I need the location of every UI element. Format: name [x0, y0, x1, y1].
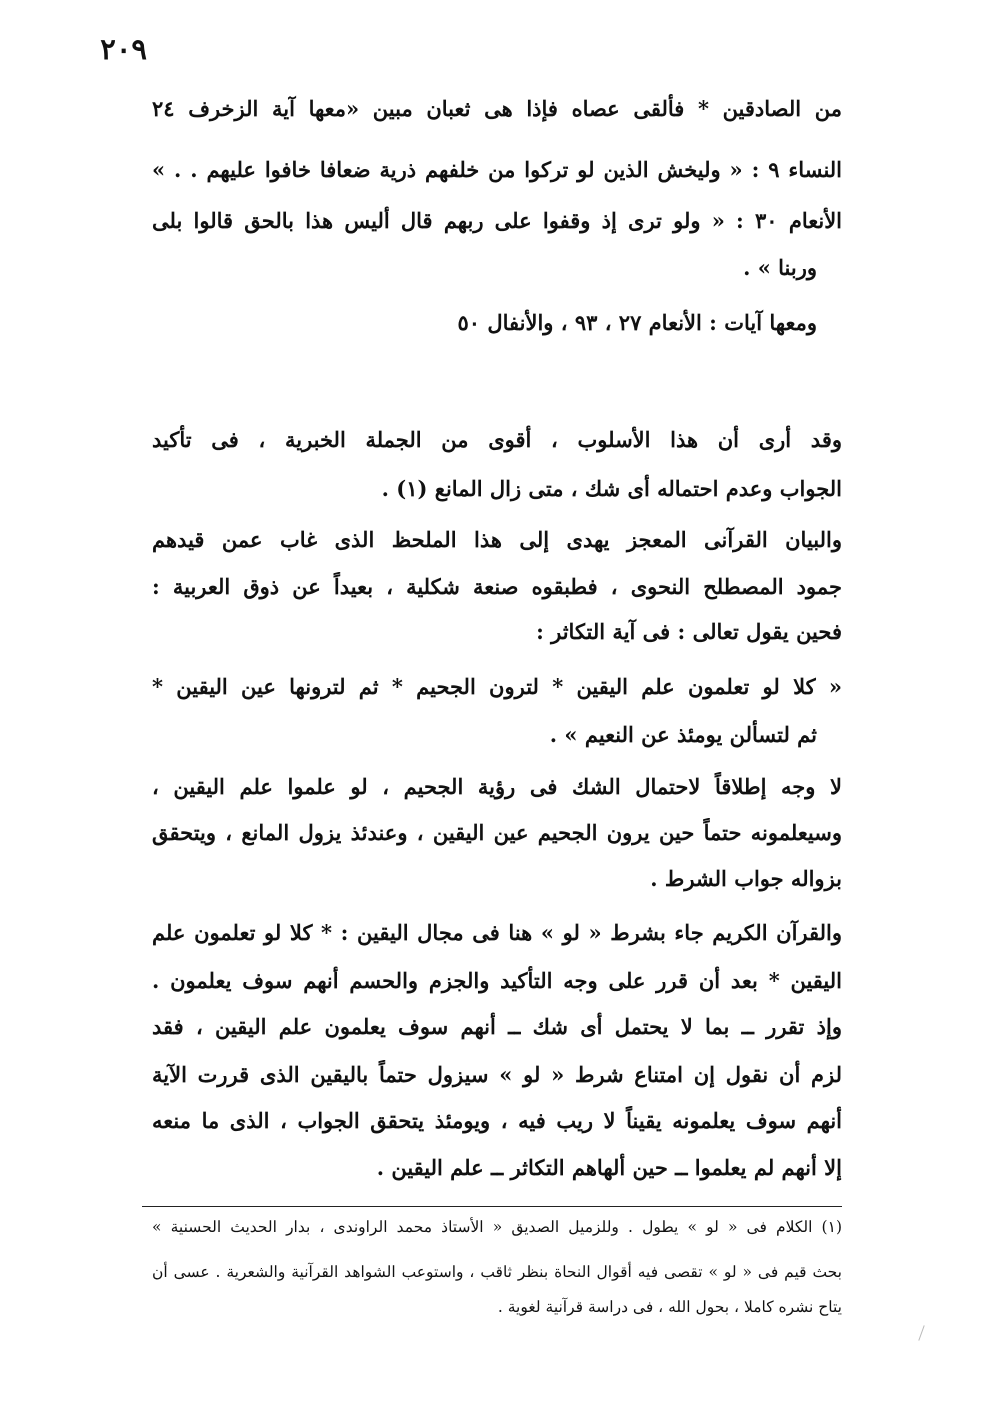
scan-mark	[918, 1325, 924, 1340]
quote-line: وربنا » .	[743, 255, 817, 280]
body-line: إلا أنهم لم يعلموا ــ حين ألهاهم التكاثر ــ علم اليقين .	[376, 1155, 842, 1180]
body-line: لزم أن نقول إن امتناع شرط « لو » سيزول حتماً باليقين الذى قررت الآية	[152, 1062, 842, 1087]
body-line: جمود المصطلح النحوى ، فطبقوه صنعة شكلية ، بعيداً عن ذوق العربية :	[152, 574, 842, 599]
body-line: والبيان القرآنى المعجز يهدى إلى هذا الملحظ الذى غاب عمن قيدهم	[152, 527, 842, 552]
body-line: وإذ تقرر ــ بما لا يحتمل أى شك ــ أنهم سوف يعلمون علم اليقين ، فقد	[152, 1014, 842, 1039]
body-line: بزواله جواب الشرط .	[650, 866, 842, 891]
verse-line: ثم لتسألن يومئذ عن النعيم » .	[549, 722, 817, 747]
body-line: وسيعلمونه حتماً حين يرون الجحيم عين اليقين ، وعندئذ يزول المانع ، ويتحقق	[152, 820, 842, 845]
footnote-line: بحث قيم فى « لو » تقصى فيه أقوال النحاة بنظر ثاقب ، واستوعب الشواهد القرآنية والشعرية . عسى أن	[152, 1263, 842, 1281]
footnote-line: (١) الكلام فى « لو » يطول . وللزميل الصديق « الأستاذ محمد الراوندى ، بدار الحديث الحسنية »	[152, 1218, 842, 1236]
page-number: ٢٠٩	[100, 32, 147, 66]
quote-line: ومعها آيات : الأنعام ٢٧ ، ٩٣ ، والأنفال ٥٠	[457, 310, 817, 335]
quote-line: من الصادقين * فألقى عصاه فإذا هى ثعبان مبين «معها آية الزخرف ٢٤	[152, 96, 842, 121]
body-line: أنهم سوف يعلمونه يقيناً لا ريب فيه ، ويومئذ يتحقق الجواب ، الذى ما منعه	[152, 1108, 842, 1133]
footnote-divider	[142, 1206, 842, 1207]
quote-line: النساء ٩ : « وليخش الذين لو تركوا من خلفهم ذرية ضعافا خافوا عليهم . . »	[152, 157, 842, 182]
verse-line: « كلا لو تعلمون علم اليقين * لترون الجحيم * ثم لترونها عين اليقين *	[152, 674, 842, 699]
body-line: لا وجه إطلاقاً لاحتمال الشك فى رؤية الجحيم ، لو علموا علم اليقين ،	[152, 774, 842, 799]
body-line: فحين يقول تعالى : فى آية التكاثر :	[536, 619, 842, 644]
body-line: وقد أرى أن هذا الأسلوب ، أقوى من الجملة الخبرية ، فى تأكيد	[152, 427, 842, 452]
body-line: والقرآن الكريم جاء بشرط « لو » هنا فى مجال اليقين : * كلا لو تعلمون علم	[152, 920, 842, 945]
footnote-line: يتاح نشره كاملا ، بحول الله ، فى دراسة قرآنية لغوية .	[497, 1298, 842, 1316]
quote-line: الأنعام ٣٠ : « ولو ترى إذ وقفوا على ربهم قال أليس هذا بالحق قالوا بلى	[152, 208, 842, 233]
body-line: اليقين * بعد أن قرر على وجه التأكيد والجزم والحسم أنهم سوف يعلمون .	[152, 968, 842, 993]
body-line: الجواب وعدم احتماله أى شك ، متى زال المانع (١) .	[381, 476, 842, 501]
